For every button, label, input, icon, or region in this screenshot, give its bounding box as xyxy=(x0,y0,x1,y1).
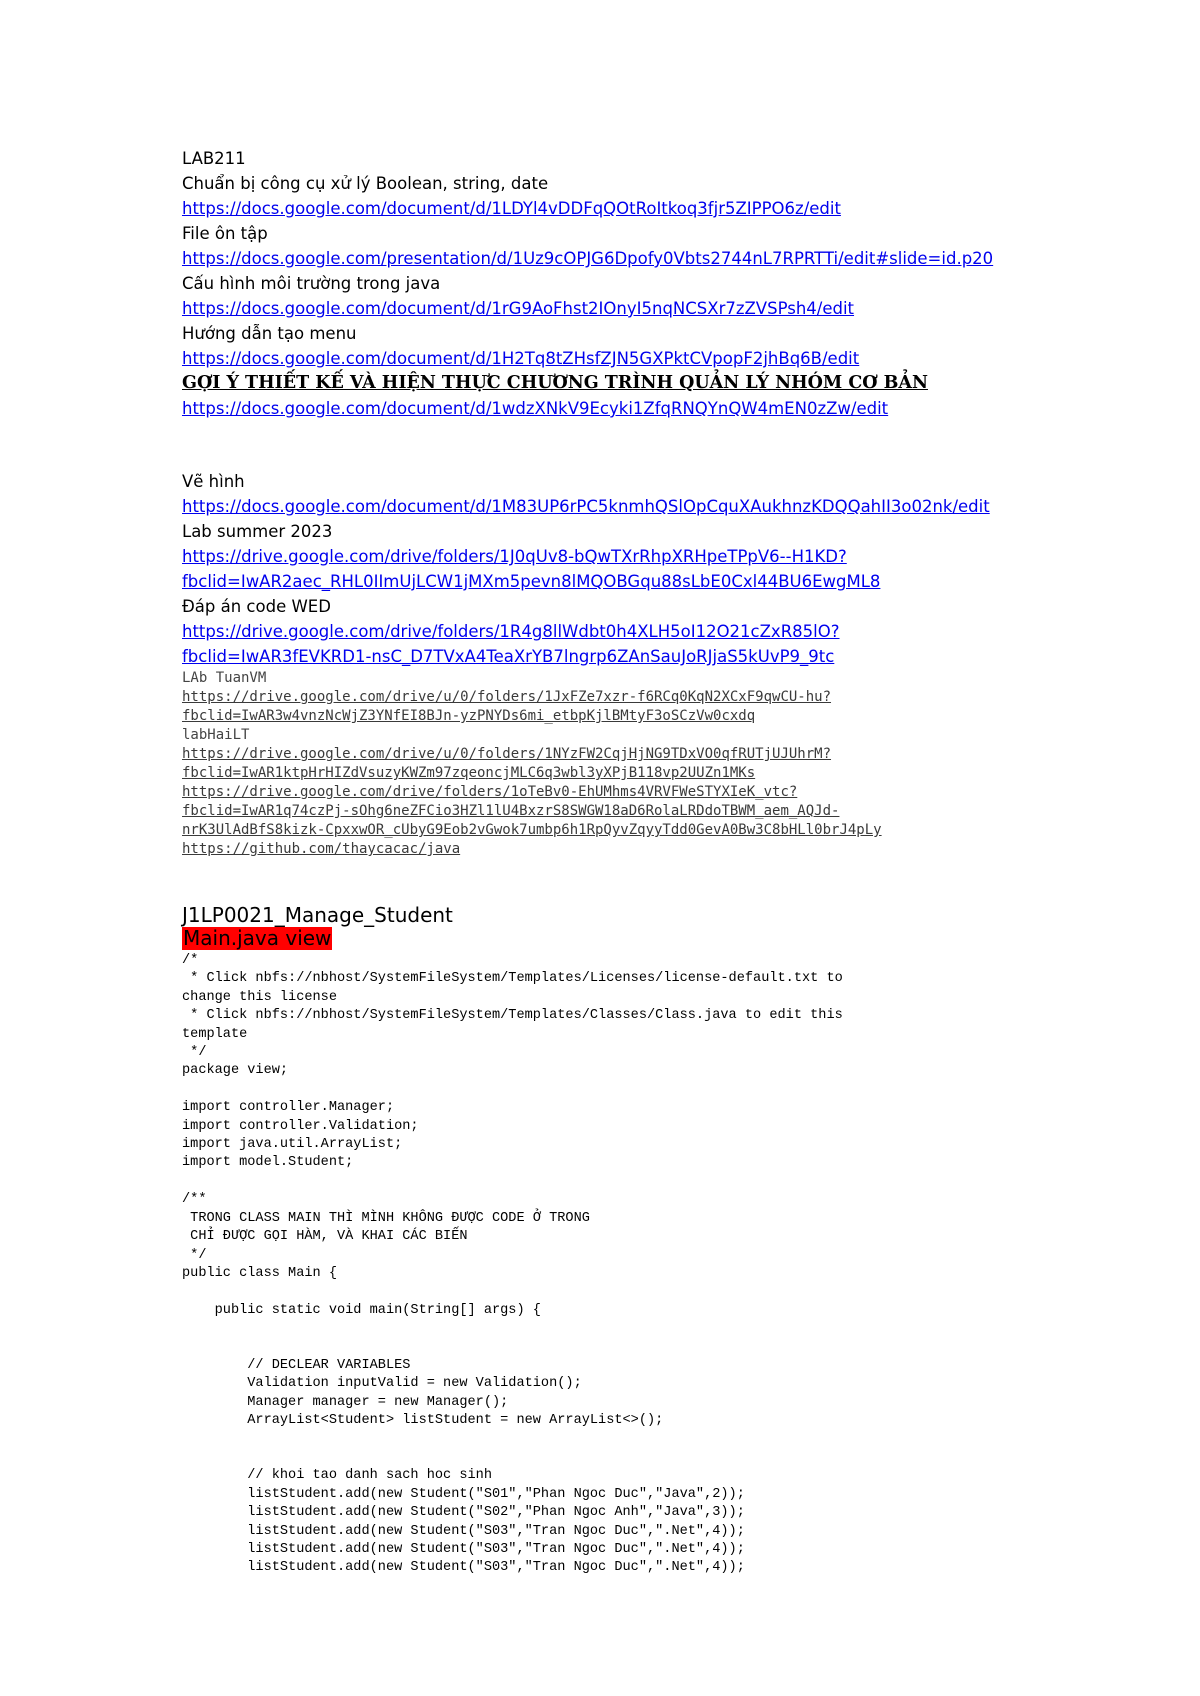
entry-label-review: File ôn tập xyxy=(182,224,268,243)
section-heading: GỢI Ý THIẾT KẾ VÀ HIỆN THỰC CHƯƠNG TRÌNH QUẢN LÝ NHÓM CƠ BẢN xyxy=(182,373,928,393)
lab-hai-link-1[interactable]: https://drive.google.com/drive/u/0/folders/1NYzFW2CqjHjNG9TDxVO0qfRUTjUJUhrM? xyxy=(182,746,832,762)
entry-label-wed: Đáp án code WED xyxy=(182,597,331,616)
entry-label-menu: Hướng dẫn tạo menu xyxy=(182,324,357,343)
lab-tuan-label: LAb TuanVM xyxy=(182,670,267,686)
lab-hai-label: labHaiLT xyxy=(182,727,250,743)
entry-link-boolean[interactable]: https://docs.google.com/document/d/1LDYl4vDDFqQOtRoItkoq3fjr5ZIPPO6z/edit xyxy=(182,199,841,218)
heading-link[interactable]: https://docs.google.com/document/d/1wdzXNkV9Ecyki1ZfqRNQYnQW4mEN0zZw/edit xyxy=(182,399,889,418)
entry-link-java-env[interactable]: https://docs.google.com/document/d/1rG9AoFhst2IOnyI5nqNCSXr7zZVSPsh4/edit xyxy=(182,299,855,318)
entry-link-wed-2[interactable]: fbclid=IwAR3fEVKRD1-nsC_D7TVxA4TeaXrYB7lngrp6ZAnSauJoRJjaS5kUvP9_9tc xyxy=(182,647,835,666)
extra-link-3[interactable]: nrK3UlAdBfS8kizk-CpxxwOR_cUbyG9Eob2vGwok7umbp6h1RpQyvZqyyTdd0GevA0Bw3C8bHLl0brJ4pLy xyxy=(182,822,882,838)
github-link[interactable]: https://github.com/thaycacac/java xyxy=(182,841,461,857)
entry-link-menu[interactable]: https://docs.google.com/document/d/1H2Tq8tZHsfZJN5GXPktCVpopF2jhBq6B/edit xyxy=(182,349,860,368)
entry-link-summer-1[interactable]: https://drive.google.com/drive/folders/1J0qUv8-bQwTXrRhpXRHpeTPpV6--H1KD? xyxy=(182,547,847,566)
spacer xyxy=(182,859,1082,903)
entry-label-java-env: Cấu hình môi trường trong java xyxy=(182,274,441,293)
file-label: Main.java view xyxy=(183,926,332,950)
lab-hai-link-2[interactable]: fbclid=IwAR1ktpHrHIZdVsuzyKWZm97zqeoncjMLC6q3wbl3yXPjB118vp2UUZn1MKs xyxy=(182,765,756,781)
lab-tuan-link-2[interactable]: fbclid=IwAR3w4vnzNcWjZ3YNfEI8BJn-yzPNYDs6mi_etbpKjlBMtyF3oSCzVw0cxdq xyxy=(182,708,756,724)
entry-label-summer: Lab summer 2023 xyxy=(182,522,333,541)
document-content xyxy=(182,146,1082,1578)
code-block: /* * Click nbfs://nbhost/SystemFileSystem/Templates/Licenses/license-default.txt to change this license * Click nbfs://nbhost/SystemFileSystem/Templates/Classes/Class.java to edit this template */ package view; import controller.Manager; import controller.Validation; import java.util.ArrayList; import model.Student; /** TRONG CLASS MAIN THÌ MÌNH KHÔNG ĐƯỢC CODE Ở TRONG CHỈ ĐƯỢC GỌI HÀM, VÀ KHAI CÁC BIẾN */ public class Main { public static void main(String[] args) { // DECLEAR VARIABLES Validation inputValid = new Validation(); Manager manager = new Manager(); ArrayList<Student> listStudent = new ArrayList<>(); // khoi tao danh sach hoc sinh listStudent.add(new Student("S01","Phan Ngoc Duc","Java",2)); listStudent.add(new Student("S02","Phan Ngoc Anh","Java",3)); listStudent.add(new Student("S03","Tran Ngoc Duc",".Net",4)); listStudent.add(new Student("S03","Tran Ngoc Duc",".Net",4)); listStudent.add(new Student("S03","Tran Ngoc Duc",".Net",4)); xyxy=(182,953,843,1576)
entry-label-draw: Vẽ hình xyxy=(182,472,245,491)
entry-link-summer-2[interactable]: fbclid=IwAR2aec_RHL0IImUjLCW1jMXm5pevn8lMQOBGqu88sLbE0Cxl44BU6EwgML8 xyxy=(182,572,881,591)
section-title: J1LP0021_Manage_Student xyxy=(182,903,453,927)
doc-title: LAB211 xyxy=(182,149,246,168)
entry-link-wed-1[interactable]: https://drive.google.com/drive/folders/1R4g8llWdbt0h4XLH5oI12O21cZxR85lO? xyxy=(182,622,840,641)
extra-link-2[interactable]: fbclid=IwAR1q74czPj-sOhg6neZFCio3HZl1lU4BxzrS8SWGW18aD6RolaLRDdoTBWM_aem_AQJd- xyxy=(182,803,840,819)
extra-link-1[interactable]: https://drive.google.com/drive/folders/1oTeBv0-EhUMhms4VRVFWeSTYXIeK_vtc? xyxy=(182,784,798,800)
spacer xyxy=(182,421,1082,469)
entry-link-review[interactable]: https://docs.google.com/presentation/d/1Uz9cOPJG6Dpofy0Vbts2744nL7RPRTTi/edit#slide=id.p20 xyxy=(182,249,994,268)
entry-link-draw[interactable]: https://docs.google.com/document/d/1M83UP6rPC5knmhQSlOpCquXAukhnzKDQQahII3o02nk/edit xyxy=(182,497,990,516)
entry-label-boolean: Chuẩn bị công cụ xử lý Boolean, string, date xyxy=(182,174,549,193)
lab-tuan-link-1[interactable]: https://drive.google.com/drive/u/0/folders/1JxFZe7xzr-f6RCq0KqN2XCxF9qwCU-hu? xyxy=(182,689,832,705)
